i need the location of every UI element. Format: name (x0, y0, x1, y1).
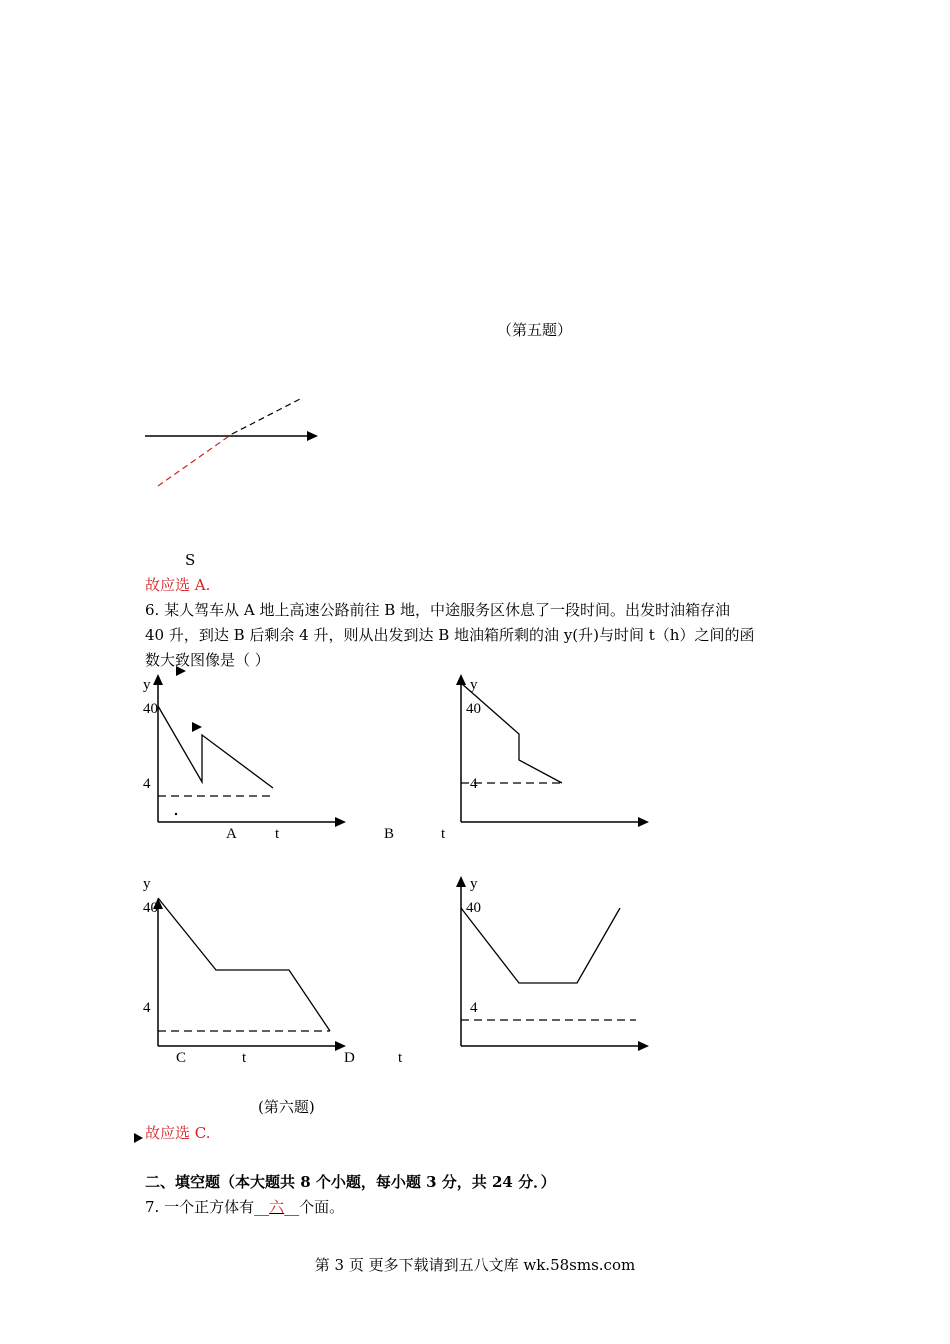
graph-b-curve (461, 683, 562, 783)
graph-a-y-high: 40 (143, 701, 158, 717)
graph-d-y-label: y (470, 876, 478, 892)
graph-d-curve (461, 908, 620, 983)
graph-b-y-label: y (470, 677, 478, 693)
graph-a-option: A (226, 826, 237, 842)
graph-b-y-high: 40 (466, 701, 481, 717)
q5-caption: （第五题） (497, 321, 573, 339)
graph-b-option: B (384, 826, 395, 842)
graph-a-y-low: 4 (143, 776, 151, 792)
q6-answer: 故应选 C. (145, 1124, 211, 1142)
q7-blank-after: __ (284, 1198, 300, 1216)
graph-d-option: D (344, 1050, 355, 1066)
q6-caption: (第六题) (258, 1098, 315, 1116)
graph-c-curve (158, 898, 330, 1031)
graph-c-y-low: 4 (143, 1000, 151, 1016)
q6-stem-line1: 6. 某人驾车从 A 地上高速公路前往 B 地，中途服务区休息了一段时间。出发时油箱存油 (145, 601, 731, 619)
graph-a-t-label: t (275, 826, 280, 842)
page-footer: 第 3 页 更多下载请到五八文库 wk.58sms.com (314, 1256, 636, 1274)
graph-b-y-low: 4 (470, 776, 478, 792)
graph-c (153, 898, 346, 1051)
q7-answer: 六 (269, 1198, 285, 1216)
graph-a (153, 666, 346, 827)
graph-c-y-high: 40 (143, 900, 158, 916)
q7-blank-before: __ (254, 1198, 270, 1216)
q5-answer: 故应选 A. (145, 576, 211, 594)
q7-line (145, 1197, 344, 1217)
graph-d-t-label: t (398, 1050, 403, 1066)
q6-stem-line3: 数大致图像是（ ） (145, 651, 270, 669)
section-title: 二、填空题（本大题共 8 个小题，每小题 3 分，共 24 分．） (145, 1173, 556, 1191)
graph-b-t-label: t (441, 826, 446, 842)
graph-d (456, 876, 649, 1051)
q7-suffix: 个面。 (299, 1198, 345, 1216)
graph-a-y-label: y (143, 677, 151, 693)
graph-c-option: C (176, 1050, 187, 1066)
graph-b (456, 674, 649, 827)
arrow-head-icon (134, 1133, 143, 1143)
q5-s-label: S (185, 551, 196, 569)
q6-stem-line2: 40 升，到达 B 后剩余 4 升，则从出发到达 B 地油箱所剩的油 y(升)与时间 t（h）之间的函 (145, 626, 755, 644)
graph-c-y-label: y (143, 876, 151, 892)
graph-c-t-label: t (242, 1050, 247, 1066)
graph-a-curve (158, 706, 273, 788)
graph-d-y-high: 40 (466, 900, 481, 916)
q7-prefix: 7. 一个正方体有 (145, 1198, 255, 1216)
graph-d-y-low: 4 (470, 1000, 478, 1016)
arrow-head-icon (192, 722, 202, 732)
arrow-head-icon (176, 666, 186, 676)
